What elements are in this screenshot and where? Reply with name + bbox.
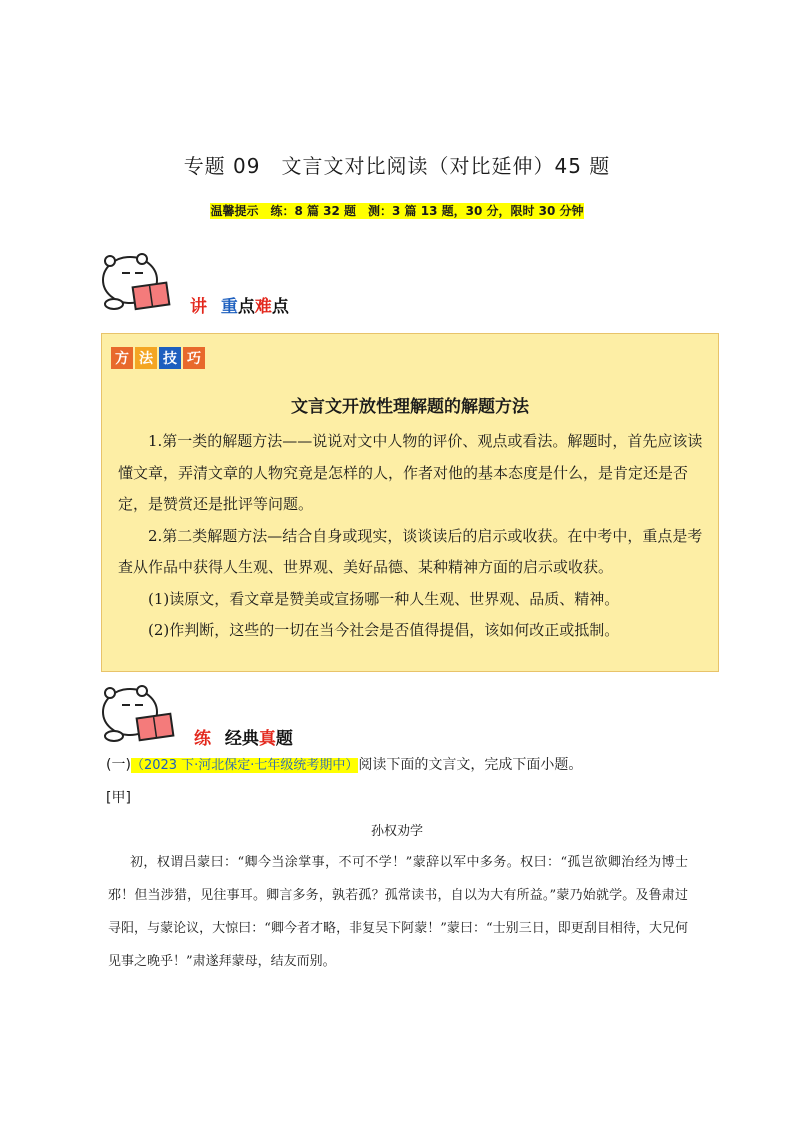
method-badges [111, 347, 205, 369]
heading-char: 练 [194, 729, 211, 749]
heading-char: 真 [258, 729, 276, 749]
method-paragraph: (1)读原文，看文章是赞美或宣扬哪一种人生观、世界观、品质、精神。 [148, 589, 620, 608]
section-heading-lecture [190, 292, 289, 317]
question-number: (一) [106, 757, 131, 773]
question-source: （2023 下·河北保定·七年级统考期中） [130, 758, 359, 773]
passage-text: 初，权谓吕蒙曰：“卿今当涂掌事，不可不学！”蒙辞以军中多务。权曰：“孤岂欲卿治经为博士邪！但当涉猎，见往事耳。卿言多务，孰若孤？孤常读书，自以为大有所益。”蒙乃始就学。及鲁肃过寻阳，与蒙论议，大惊曰：“卿今者才略，非复吴下阿蒙！”蒙曰：“士别三日，即更刮目相待，大兄何见事之晚乎！”肃遂拜蒙母，结友而别。 [108, 855, 688, 969]
method-paragraph: 1.第一类的解题方法——说说对文中人物的评价、观点或看法。解题时，首先应该读懂文章，弄清文章的人物究竟是怎样的人，作者对他的基本态度是什么，是肯定还是否定，是赞赏还是批评等问题。 [118, 432, 703, 513]
badge: 巧 [183, 347, 205, 369]
reading-bear-icon [100, 684, 178, 744]
badge: 法 [135, 347, 157, 369]
method-tips-box [101, 333, 719, 672]
section-heading-practice [194, 724, 293, 749]
heading-char: 讲 [190, 297, 207, 317]
heading-char: 重 [220, 297, 238, 317]
tip-text: 温馨提示 练：8 篇 32 题 测：3 篇 13 题，30 分，限时 30 分钟 [210, 204, 584, 218]
heading-char: 经典 [224, 729, 259, 749]
reading-bear-icon [100, 252, 174, 312]
method-body [118, 426, 708, 647]
heading-char: 难 [254, 297, 272, 317]
heading-char: 点 [237, 297, 255, 317]
passage-title: 孙权劝学 [370, 824, 423, 839]
method-title: 文言文开放性理解题的解题方法 [291, 397, 529, 417]
question-instruction: 阅读下面的文言文，完成下面小题。 [358, 757, 583, 773]
tip-line [0, 202, 794, 219]
badge: 方 [111, 347, 133, 369]
page-title: 专题 09 文言文对比阅读（对比延伸）45 题 [183, 154, 611, 178]
method-paragraph: (2)作判断，这些的一切在当今社会是否值得提倡，该如何改正或抵制。 [148, 621, 620, 639]
heading-char: 题 [275, 729, 293, 749]
passage-label: [甲] [106, 790, 131, 806]
method-paragraph: 2.第二类解题方法—结合自身或现实，谈谈读后的启示或收获。在中考中，重点是考查从作品中获得人生观、世界观、美好品德、某种精神方面的启示或收获。 [118, 526, 703, 576]
question-intro [106, 754, 582, 774]
badge: 技 [159, 347, 181, 369]
heading-char: 点 [271, 297, 289, 317]
